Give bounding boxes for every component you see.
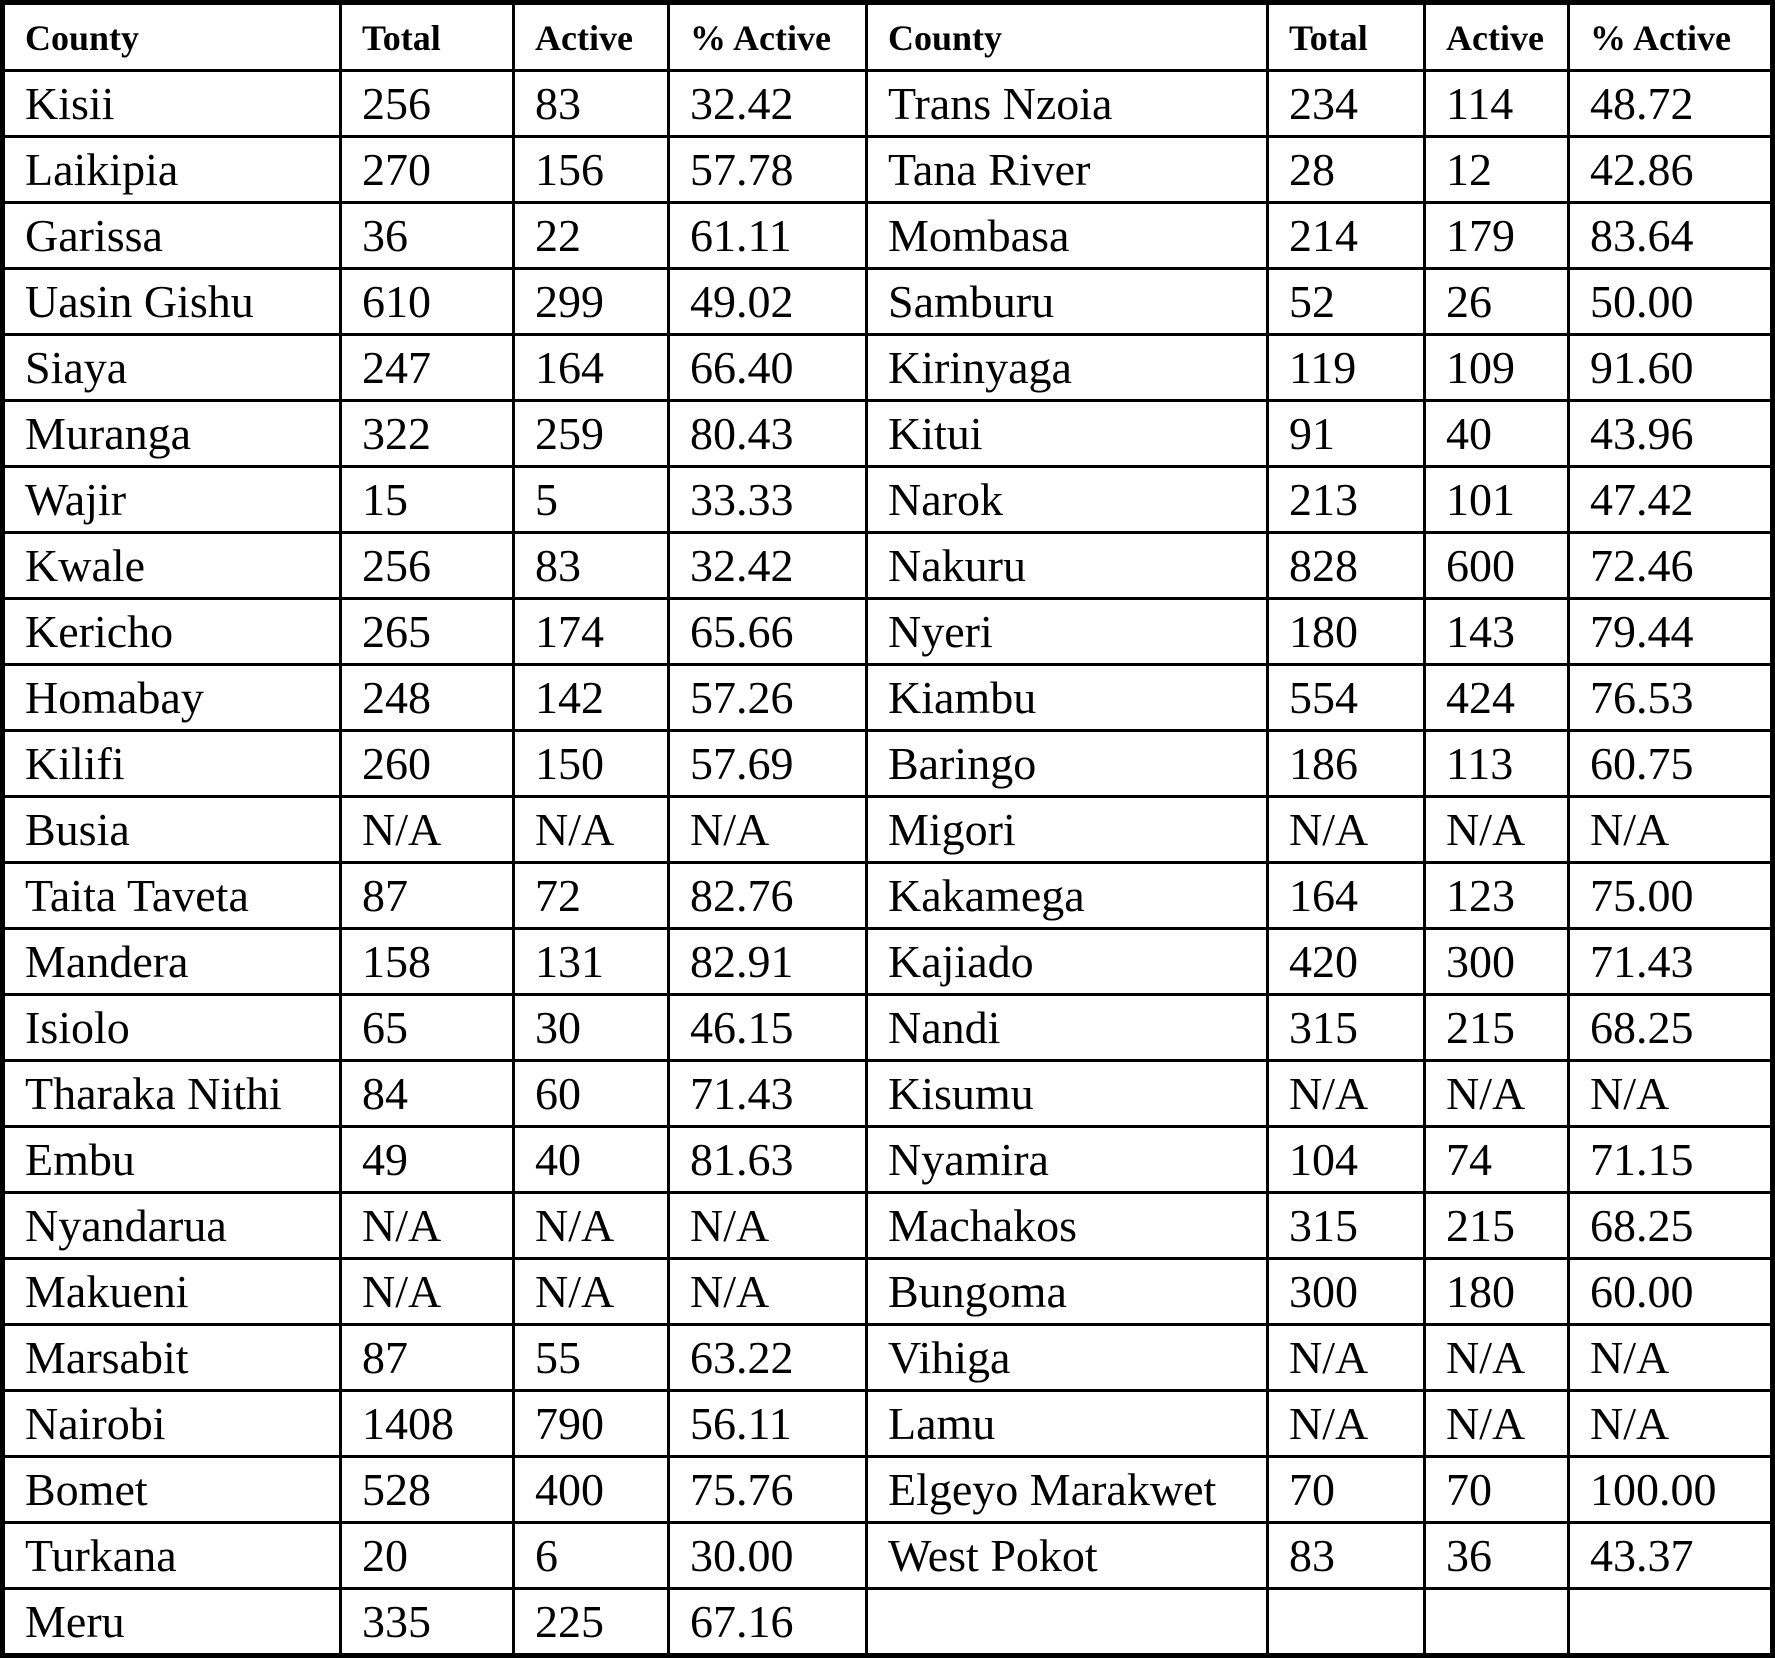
cell-left-county: Embu (3, 1127, 341, 1193)
cell-right-active (1425, 1589, 1569, 1656)
cell-left-total: 322 (341, 401, 514, 467)
cell-left-active: 55 (514, 1325, 669, 1391)
cell-left-county: Kisii (3, 71, 341, 137)
cell-left-active: 83 (514, 71, 669, 137)
cell-right-pct_active: 71.15 (1569, 1127, 1773, 1193)
cell-left-county: Isiolo (3, 995, 341, 1061)
cell-right-active: 36 (1425, 1523, 1569, 1589)
header-row (3, 3, 1773, 71)
cell-right-total (1268, 1589, 1425, 1656)
cell-left-pct_active: 67.16 (669, 1589, 867, 1656)
cell-right-total: N/A (1268, 1061, 1425, 1127)
cell-left-active: 40 (514, 1127, 669, 1193)
cell-left-active: N/A (514, 1193, 669, 1259)
cell-right-total: 104 (1268, 1127, 1425, 1193)
cell-left-total: 247 (341, 335, 514, 401)
cell-left-total: 270 (341, 137, 514, 203)
cell-left-total: N/A (341, 797, 514, 863)
cell-right-active: N/A (1425, 1325, 1569, 1391)
cell-right-county: Kitui (867, 401, 1268, 467)
header-total-right: Total (1268, 3, 1425, 71)
table-row (3, 203, 1773, 269)
cell-left-active: 259 (514, 401, 669, 467)
cell-right-pct_active: N/A (1569, 1325, 1773, 1391)
table-row (3, 533, 1773, 599)
cell-left-pct_active: 57.78 (669, 137, 867, 203)
cell-right-county: Machakos (867, 1193, 1268, 1259)
cell-right-active: 26 (1425, 269, 1569, 335)
cell-right-active: 424 (1425, 665, 1569, 731)
cell-left-pct_active: 66.40 (669, 335, 867, 401)
cell-right-active: 70 (1425, 1457, 1569, 1523)
cell-right-county: Nyeri (867, 599, 1268, 665)
table-row (3, 467, 1773, 533)
table-row (3, 71, 1773, 137)
cell-right-active: 12 (1425, 137, 1569, 203)
cell-right-pct_active: 47.42 (1569, 467, 1773, 533)
cell-right-total: 180 (1268, 599, 1425, 665)
cell-right-county: West Pokot (867, 1523, 1268, 1589)
cell-right-active: N/A (1425, 1061, 1569, 1127)
cell-left-pct_active: N/A (669, 1193, 867, 1259)
cell-right-active: 74 (1425, 1127, 1569, 1193)
cell-right-total: N/A (1268, 1391, 1425, 1457)
cell-right-pct_active: 42.86 (1569, 137, 1773, 203)
cell-right-active: N/A (1425, 1391, 1569, 1457)
cell-left-county: Muranga (3, 401, 341, 467)
table-row (3, 1523, 1773, 1589)
cell-right-pct_active: 79.44 (1569, 599, 1773, 665)
cell-right-total: 300 (1268, 1259, 1425, 1325)
cell-right-active: 300 (1425, 929, 1569, 995)
table-row (3, 1589, 1773, 1656)
table-row (3, 1259, 1773, 1325)
cell-right-county: Trans Nzoia (867, 71, 1268, 137)
cell-right-active: 180 (1425, 1259, 1569, 1325)
cell-left-pct_active: N/A (669, 797, 867, 863)
cell-right-pct_active: 71.43 (1569, 929, 1773, 995)
cell-right-pct_active: 100.00 (1569, 1457, 1773, 1523)
cell-right-county: Migori (867, 797, 1268, 863)
cell-left-county: Garissa (3, 203, 341, 269)
cell-right-pct_active: 60.00 (1569, 1259, 1773, 1325)
cell-left-active: 299 (514, 269, 669, 335)
cell-left-active: 72 (514, 863, 669, 929)
cell-right-total: 186 (1268, 731, 1425, 797)
table-row (3, 335, 1773, 401)
table-row (3, 731, 1773, 797)
cell-right-county: Nandi (867, 995, 1268, 1061)
cell-right-county: Lamu (867, 1391, 1268, 1457)
cell-left-active: 156 (514, 137, 669, 203)
cell-right-active: 215 (1425, 1193, 1569, 1259)
cell-right-active: 215 (1425, 995, 1569, 1061)
cell-left-active: 5 (514, 467, 669, 533)
cell-right-county: Kisumu (867, 1061, 1268, 1127)
cell-left-county: Nyandarua (3, 1193, 341, 1259)
cell-right-total: 420 (1268, 929, 1425, 995)
header-total-left: Total (341, 3, 514, 71)
table-row (3, 1325, 1773, 1391)
cell-right-pct_active: 48.72 (1569, 71, 1773, 137)
cell-right-total: N/A (1268, 1325, 1425, 1391)
cell-left-pct_active: 57.69 (669, 731, 867, 797)
cell-left-county: Homabay (3, 665, 341, 731)
cell-left-county: Nairobi (3, 1391, 341, 1457)
cell-left-total: 248 (341, 665, 514, 731)
cell-left-total: 84 (341, 1061, 514, 1127)
cell-left-pct_active: N/A (669, 1259, 867, 1325)
cell-left-total: N/A (341, 1259, 514, 1325)
cell-left-county: Makueni (3, 1259, 341, 1325)
cell-left-county: Uasin Gishu (3, 269, 341, 335)
cell-left-pct_active: 57.26 (669, 665, 867, 731)
cell-left-active: 790 (514, 1391, 669, 1457)
cell-left-pct_active: 49.02 (669, 269, 867, 335)
cell-right-pct_active: 60.75 (1569, 731, 1773, 797)
cell-left-county: Marsabit (3, 1325, 341, 1391)
cell-right-county: Bungoma (867, 1259, 1268, 1325)
cell-right-county: Baringo (867, 731, 1268, 797)
cell-left-pct_active: 63.22 (669, 1325, 867, 1391)
cell-left-active: 225 (514, 1589, 669, 1656)
cell-left-total: 158 (341, 929, 514, 995)
cell-right-total: 70 (1268, 1457, 1425, 1523)
cell-right-county: Kakamega (867, 863, 1268, 929)
cell-left-pct_active: 46.15 (669, 995, 867, 1061)
cell-left-active: 174 (514, 599, 669, 665)
header-active-right: Active (1425, 3, 1569, 71)
cell-left-county: Meru (3, 1589, 341, 1656)
cell-right-pct_active: 68.25 (1569, 1193, 1773, 1259)
cell-right-active: 109 (1425, 335, 1569, 401)
cell-left-total: 36 (341, 203, 514, 269)
cell-left-total: 610 (341, 269, 514, 335)
cell-right-total: 828 (1268, 533, 1425, 599)
table-body (3, 71, 1773, 1656)
cell-left-county: Siaya (3, 335, 341, 401)
cell-left-total: 15 (341, 467, 514, 533)
cell-left-total: 528 (341, 1457, 514, 1523)
cell-left-pct_active: 61.11 (669, 203, 867, 269)
cell-right-pct_active: N/A (1569, 797, 1773, 863)
cell-right-active: 114 (1425, 71, 1569, 137)
header-county-left: County (3, 3, 341, 71)
cell-left-county: Taita Taveta (3, 863, 341, 929)
table-row (3, 929, 1773, 995)
table-row (3, 995, 1773, 1061)
cell-right-total: 91 (1268, 401, 1425, 467)
cell-right-total: 164 (1268, 863, 1425, 929)
table-row (3, 1391, 1773, 1457)
cell-left-total: 335 (341, 1589, 514, 1656)
cell-left-pct_active: 80.43 (669, 401, 867, 467)
cell-right-total: 83 (1268, 1523, 1425, 1589)
header-pct-active-right: % Active (1569, 3, 1773, 71)
cell-right-county: Nakuru (867, 533, 1268, 599)
cell-right-total: 213 (1268, 467, 1425, 533)
cell-right-pct_active (1569, 1589, 1773, 1656)
cell-left-county: Busia (3, 797, 341, 863)
cell-right-pct_active: 75.00 (1569, 863, 1773, 929)
table-row (3, 1457, 1773, 1523)
cell-left-active: 164 (514, 335, 669, 401)
table-row (3, 1127, 1773, 1193)
cell-right-active: 143 (1425, 599, 1569, 665)
cell-left-active: 150 (514, 731, 669, 797)
table-row (3, 269, 1773, 335)
cell-right-pct_active: 50.00 (1569, 269, 1773, 335)
cell-right-active: 123 (1425, 863, 1569, 929)
cell-right-pct_active: 43.37 (1569, 1523, 1773, 1589)
cell-left-pct_active: 82.91 (669, 929, 867, 995)
cell-left-county: Mandera (3, 929, 341, 995)
cell-right-active: 113 (1425, 731, 1569, 797)
table-row (3, 1061, 1773, 1127)
cell-left-active: 83 (514, 533, 669, 599)
cell-left-pct_active: 56.11 (669, 1391, 867, 1457)
cell-right-county: Vihiga (867, 1325, 1268, 1391)
cell-right-total: 119 (1268, 335, 1425, 401)
cell-left-total: 260 (341, 731, 514, 797)
header-county-right: County (867, 3, 1268, 71)
cell-right-pct_active: 72.46 (1569, 533, 1773, 599)
cell-left-county: Kilifi (3, 731, 341, 797)
table-row (3, 137, 1773, 203)
cell-right-active: 101 (1425, 467, 1569, 533)
cell-right-county: Elgeyo Marakwet (867, 1457, 1268, 1523)
cell-left-county: Turkana (3, 1523, 341, 1589)
cell-right-pct_active: 83.64 (1569, 203, 1773, 269)
cell-left-pct_active: 71.43 (669, 1061, 867, 1127)
cell-left-active: 142 (514, 665, 669, 731)
cell-right-active: 179 (1425, 203, 1569, 269)
cell-left-pct_active: 32.42 (669, 533, 867, 599)
cell-right-total: 315 (1268, 995, 1425, 1061)
cell-left-total: 87 (341, 863, 514, 929)
table-row (3, 863, 1773, 929)
cell-right-active: 40 (1425, 401, 1569, 467)
header-pct-active-left: % Active (669, 3, 867, 71)
cell-left-pct_active: 75.76 (669, 1457, 867, 1523)
header-active-left: Active (514, 3, 669, 71)
cell-left-total: 20 (341, 1523, 514, 1589)
cell-right-total: 234 (1268, 71, 1425, 137)
table-header (3, 3, 1773, 71)
cell-right-county: Kajiado (867, 929, 1268, 995)
cell-left-active: 22 (514, 203, 669, 269)
cell-right-total: 214 (1268, 203, 1425, 269)
cell-right-county: Samburu (867, 269, 1268, 335)
table-row (3, 1193, 1773, 1259)
table-row (3, 599, 1773, 665)
cell-left-total: 256 (341, 533, 514, 599)
cell-right-county: Narok (867, 467, 1268, 533)
cell-left-active: N/A (514, 797, 669, 863)
table-row (3, 797, 1773, 863)
cell-left-active: N/A (514, 1259, 669, 1325)
cell-left-total: 49 (341, 1127, 514, 1193)
cell-right-total: 554 (1268, 665, 1425, 731)
cell-right-county: Nyamira (867, 1127, 1268, 1193)
cell-left-pct_active: 81.63 (669, 1127, 867, 1193)
cell-left-county: Kwale (3, 533, 341, 599)
cell-right-pct_active: 68.25 (1569, 995, 1773, 1061)
cell-left-active: 30 (514, 995, 669, 1061)
cell-right-pct_active: N/A (1569, 1391, 1773, 1457)
cell-right-county: Kiambu (867, 665, 1268, 731)
table-row (3, 665, 1773, 731)
cell-left-active: 400 (514, 1457, 669, 1523)
cell-left-county: Kericho (3, 599, 341, 665)
cell-left-pct_active: 82.76 (669, 863, 867, 929)
cell-left-pct_active: 32.42 (669, 71, 867, 137)
cell-right-total: 315 (1268, 1193, 1425, 1259)
cell-left-active: 6 (514, 1523, 669, 1589)
cell-left-total: N/A (341, 1193, 514, 1259)
cell-left-active: 60 (514, 1061, 669, 1127)
cell-right-pct_active: 76.53 (1569, 665, 1773, 731)
cell-right-pct_active: 91.60 (1569, 335, 1773, 401)
cell-left-total: 1408 (341, 1391, 514, 1457)
cell-right-pct_active: N/A (1569, 1061, 1773, 1127)
cell-left-total: 65 (341, 995, 514, 1061)
cell-left-pct_active: 30.00 (669, 1523, 867, 1589)
cell-right-active: N/A (1425, 797, 1569, 863)
cell-left-county: Laikipia (3, 137, 341, 203)
cell-left-active: 131 (514, 929, 669, 995)
table-row (3, 401, 1773, 467)
cell-right-active: 600 (1425, 533, 1569, 599)
cell-left-total: 256 (341, 71, 514, 137)
cell-right-total: N/A (1268, 797, 1425, 863)
cell-right-county: Mombasa (867, 203, 1268, 269)
cell-left-total: 87 (341, 1325, 514, 1391)
cell-right-pct_active: 43.96 (1569, 401, 1773, 467)
cell-left-total: 265 (341, 599, 514, 665)
cell-right-county: Tana River (867, 137, 1268, 203)
cell-right-county (867, 1589, 1268, 1656)
cell-right-county: Kirinyaga (867, 335, 1268, 401)
cell-left-pct_active: 33.33 (669, 467, 867, 533)
cell-left-county: Tharaka Nithi (3, 1061, 341, 1127)
cell-left-county: Wajir (3, 467, 341, 533)
cell-right-total: 52 (1268, 269, 1425, 335)
cell-right-total: 28 (1268, 137, 1425, 203)
cell-left-pct_active: 65.66 (669, 599, 867, 665)
cell-left-county: Bomet (3, 1457, 341, 1523)
